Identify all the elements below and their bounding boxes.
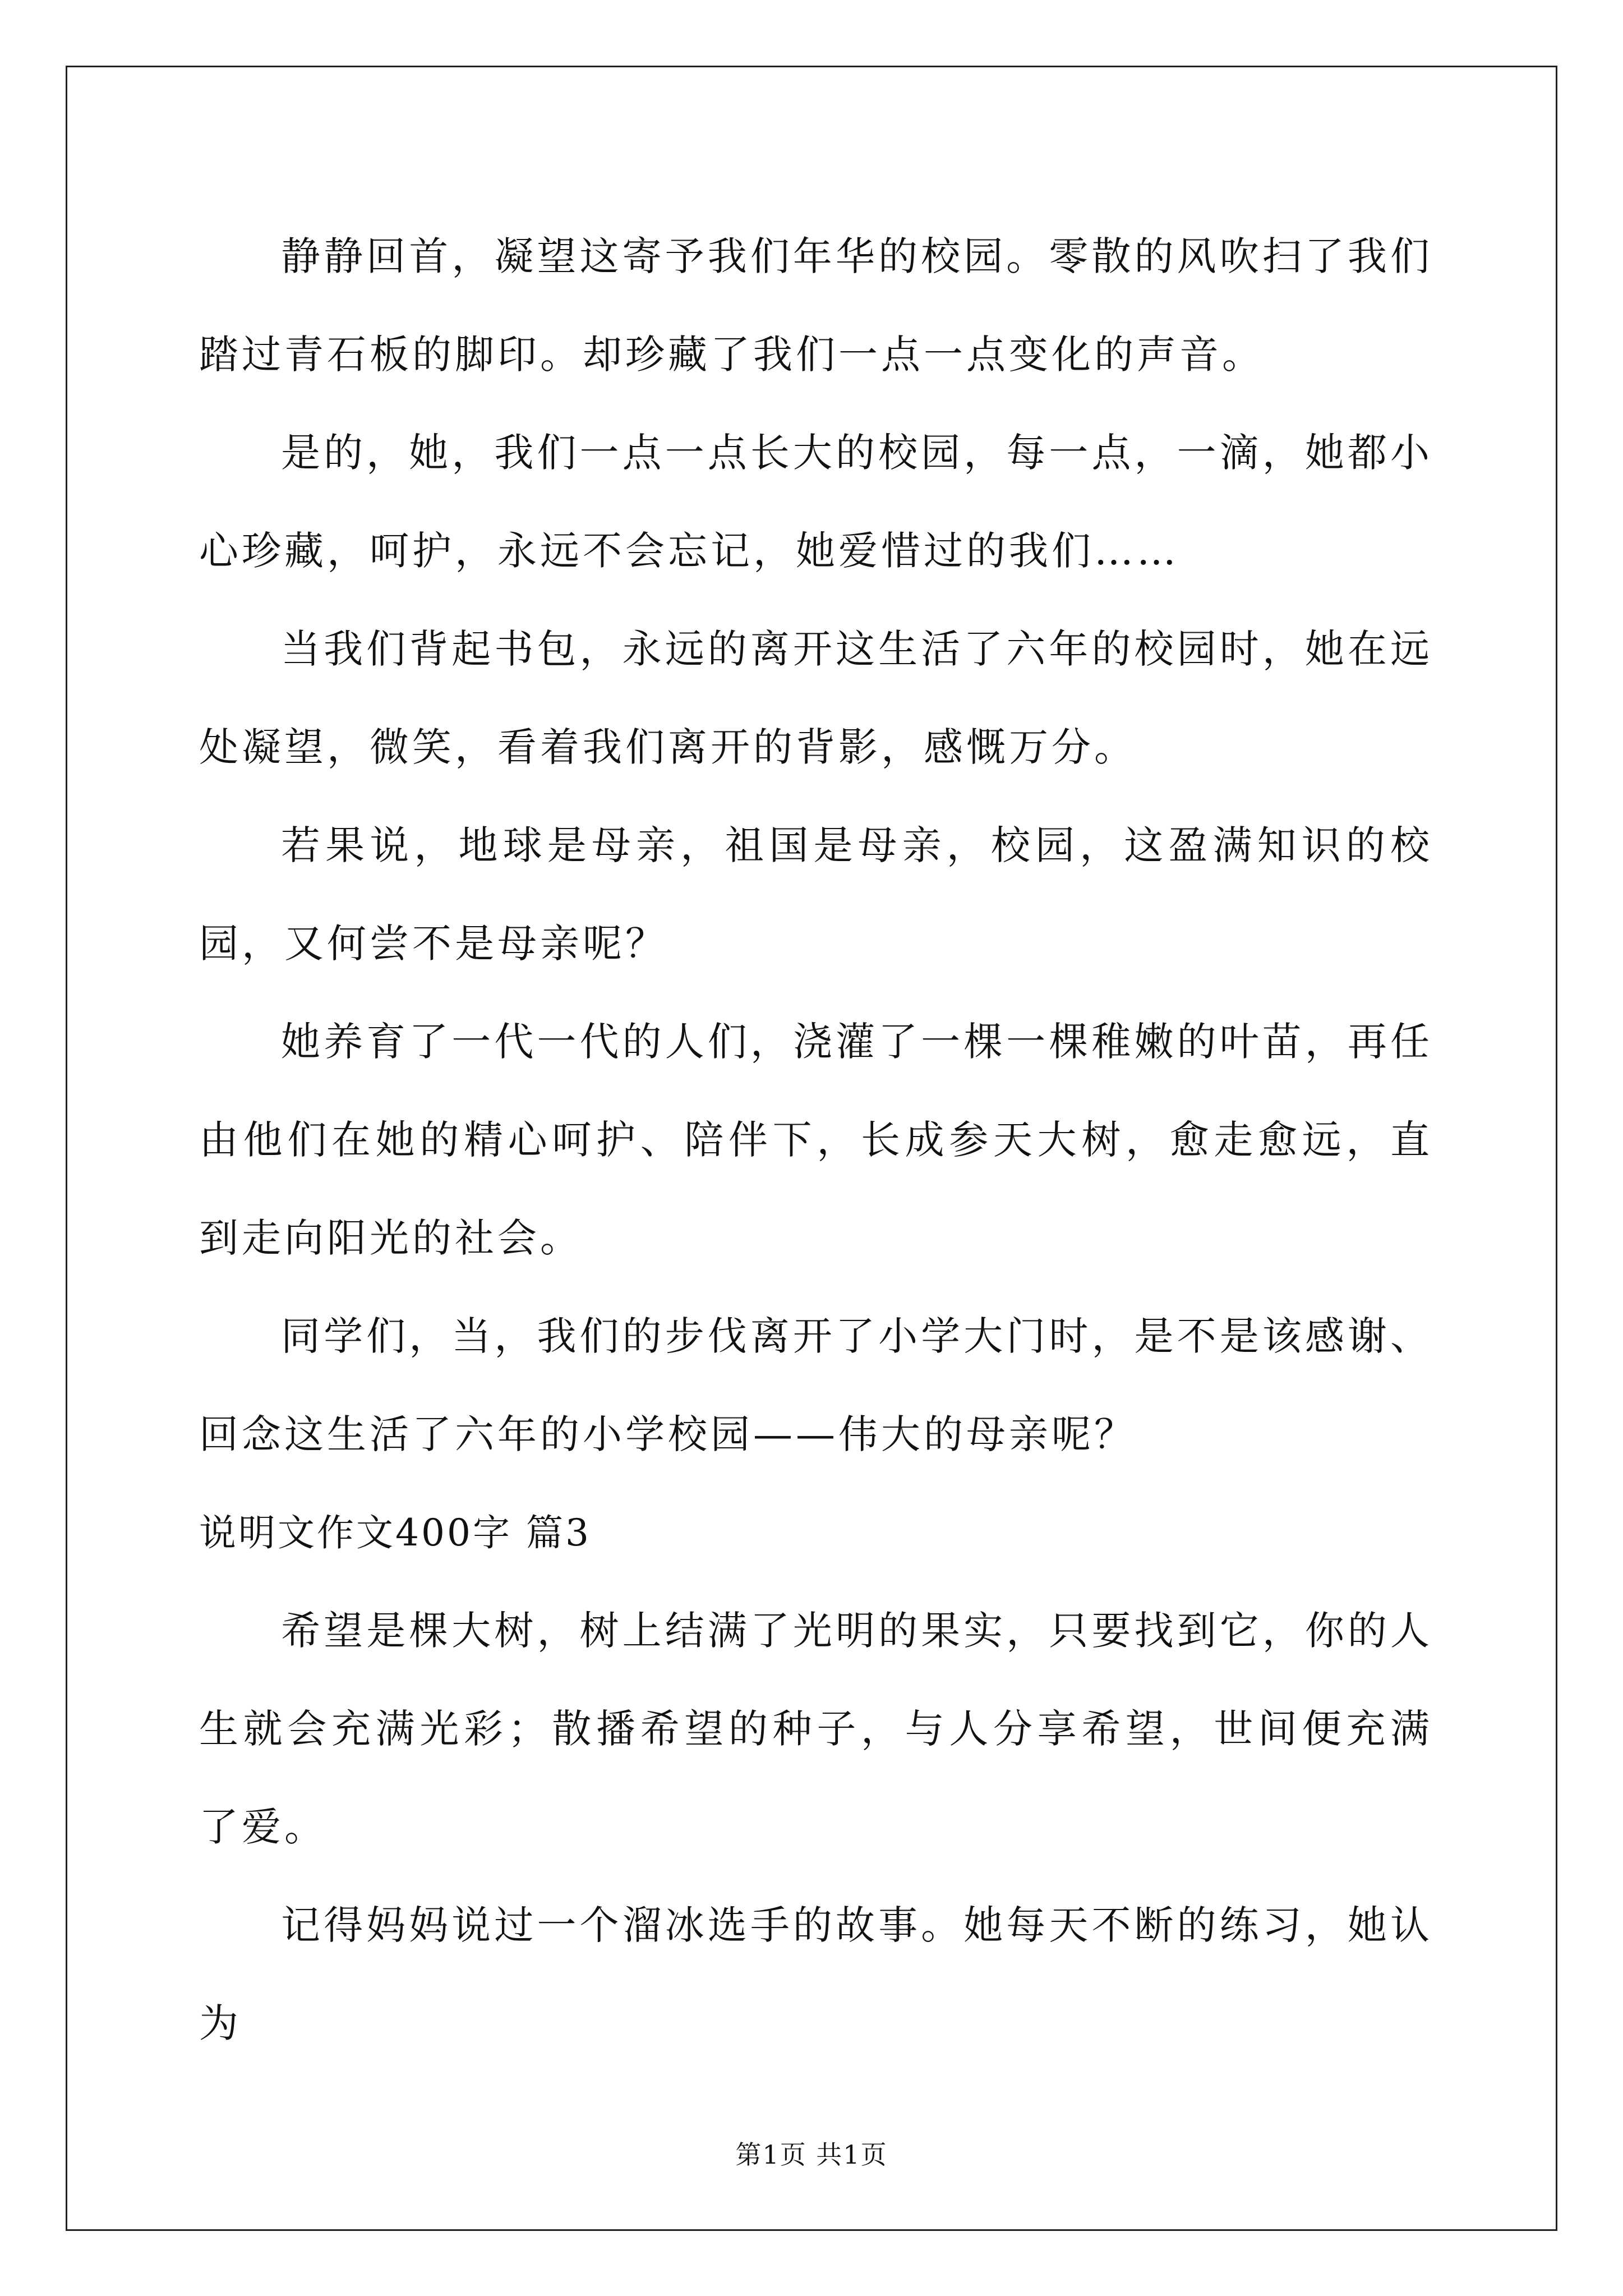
- document-body: [199, 208, 1433, 2073]
- paragraph: 希望是棵大树，树上结满了光明的果实，只要找到它，你的人生就会充满光彩；散播希望的种子，与人分享希望，世间便充满了爱。: [199, 1608, 1433, 1850]
- paragraph: 是的，她，我们一点一点长大的校园，每一点，一滴，她都小心珍藏，呵护，永远不会忘记，她爱惜过的我们……: [199, 430, 1433, 574]
- paragraph: 静静回首，凝望这寄予我们年华的校园。零散的风吹扫了我们踏过青石板的脚印。却珍藏了我们一点一点变化的声音。: [199, 233, 1433, 378]
- paragraph: 她养育了一代一代的人们，浇灌了一棵一棵稚嫩的叶苗，再任由他们在她的精心呵护、陪伴下，长成参天大树，愈走愈远，直到走向阳光的社会。: [199, 1019, 1433, 1261]
- section-heading: 说明文作文400字 篇3: [199, 1511, 591, 1554]
- paragraph: 同学们，当，我们的步伐离开了小学大门时，是不是该感谢、回念这生活了六年的小学校园——伟大的母亲呢？: [199, 1313, 1433, 1457]
- paragraph: 当我们背起书包，永远的离开这生活了六年的校园时，她在远处凝望，微笑，看着我们离开的背影，感慨万分。: [199, 626, 1433, 770]
- page-number-footer: 第1页 共1页: [735, 2139, 888, 2170]
- paragraph: 若果说，地球是母亲，祖国是母亲，校园，这盈满知识的校园，又何尝不是母亲呢？: [199, 822, 1433, 967]
- paragraph: 记得妈妈说过一个溜冰选手的故事。她每天不断的练习，她认为: [199, 1902, 1433, 2046]
